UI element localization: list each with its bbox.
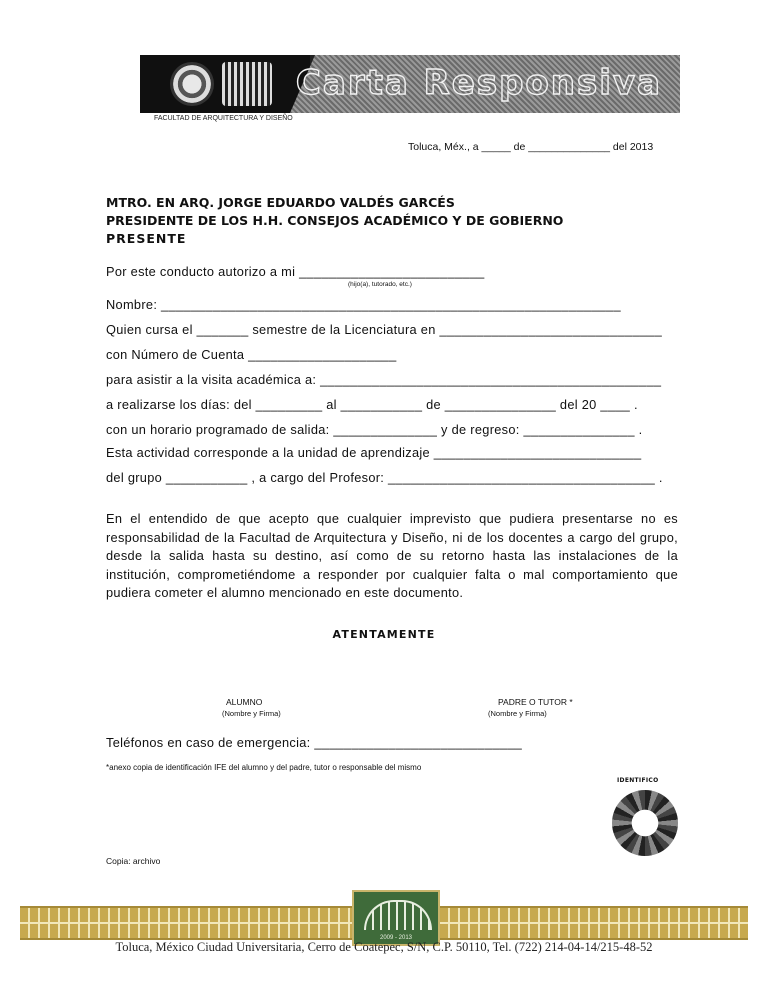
visita-field: para asistir a la visita académica a: ______________________________________________ bbox=[106, 372, 662, 387]
identifico-seal-icon bbox=[612, 790, 678, 856]
copia-note: Copia: archivo bbox=[106, 856, 161, 866]
alumno-label: ALUMNO bbox=[226, 697, 263, 707]
nombre-field: Nombre: ______________________________________________________________ bbox=[106, 297, 621, 312]
building-arch-icon bbox=[364, 900, 432, 930]
authorize-note: (hijo(a), tutorado, etc.) bbox=[348, 281, 412, 288]
authorize-field: Por este conducto autorizo a mi _________________________ bbox=[106, 264, 485, 279]
anexo-note: *anexo copia de identificación IFE del alumno y del padre, tutor o responsable del mismo bbox=[106, 763, 422, 772]
faculty-name: FACULTAD DE ARQUITECTURA Y DISEÑO bbox=[154, 115, 293, 122]
closing-atentamente: ATENTAMENTE bbox=[332, 628, 436, 641]
university-seal-logo bbox=[170, 62, 214, 106]
padre-label: PADRE O TUTOR * bbox=[498, 697, 573, 707]
header-banner bbox=[140, 55, 680, 113]
recipient-title: PRESIDENTE DE LOS H.H. CONSEJOS ACADÉMICO Y DE GOBIERNO bbox=[106, 213, 564, 228]
footer-building-logo bbox=[352, 890, 440, 946]
telefonos-field: Teléfonos en caso de emergencia: ____________________________ bbox=[106, 735, 523, 750]
semestre-field: Quien cursa el _______ semestre de la Licenciatura en ______________________________ bbox=[106, 322, 662, 337]
dias-field: a realizarse los días: del _________ al ___________ de _______________ del 20 ____ . bbox=[106, 397, 638, 412]
date-line: Toluca, Méx., a _____ de ______________ del 2013 bbox=[408, 141, 654, 153]
grupo-field: del grupo ___________ , a cargo del Profesor: ____________________________________ . bbox=[106, 470, 663, 485]
responsibility-paragraph: En el entendido de que acepto que cualquier imprevisto que pudiera presentarse no es responsabilidad de la Facultad de Arquitectura y Diseño, ni de los docentes a cargo del grupo, desde la salida hasta su destino, así como de su retorno hasta las instalaciones de la institución, comprometiéndome a responder por cualquier falta o mal comportamiento que pudiera cometer el alumno mencionado en este documento. bbox=[106, 511, 678, 600]
cuenta-field: con Número de Cuenta ____________________ bbox=[106, 347, 397, 362]
banner-title: Carta Responsiva bbox=[295, 63, 662, 103]
recipient-name: MTRO. EN ARQ. JORGE EDUARDO VALDÉS GARCÉS bbox=[106, 195, 455, 210]
padre-sublabel: (Nombre y Firma) bbox=[488, 709, 547, 718]
recipient-presente: PRESENTE bbox=[106, 231, 187, 246]
identifico-label: IDENTIFICO bbox=[617, 777, 659, 784]
unidad-field: Esta actividad corresponde a la unidad de aprendizaje ____________________________ bbox=[106, 445, 642, 460]
faculty-logo bbox=[222, 62, 272, 106]
horario-field: con un horario programado de salida: ______________ y de regreso: _______________ . bbox=[106, 422, 643, 437]
footer-address: Toluca, México Ciudad Universitaria, Cerro de Coatepec, S/N, C.P. 50110, Tel. (722) 214-04-14/215-48-52 bbox=[115, 940, 653, 954]
footer-years: 2009 - 2013 bbox=[379, 935, 413, 941]
alumno-sublabel: (Nombre y Firma) bbox=[222, 709, 281, 718]
